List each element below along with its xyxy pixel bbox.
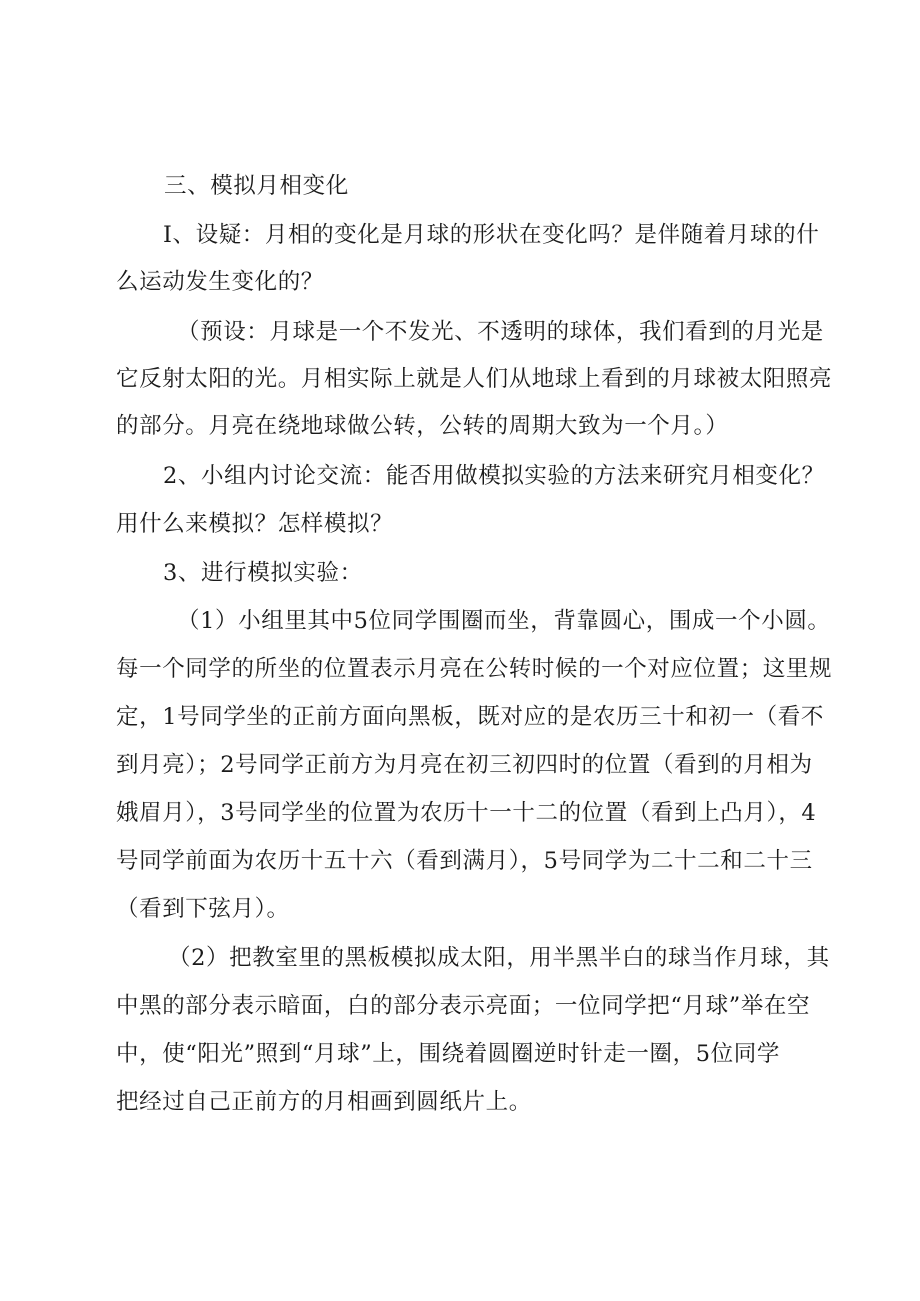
paragraph-line: 3、进行模拟实验：: [163, 560, 363, 586]
paragraph-line: （2）把教室里的黑板模拟成太阳，用半黑半白的球当作月球，其: [168, 945, 830, 971]
paragraph-line: 的部分。月亮在绕地球做公转，公转的周期大致为一个月。）: [116, 413, 729, 439]
paragraph-line: 么运动发生变化的？: [116, 269, 324, 295]
paragraph-line: （1）小组里其中5位同学围圈而坐，背靠圆心，围成一个小圆。: [177, 608, 831, 634]
paragraph-line: 它反射太阳的光。月相实际上就是人们从地球上看到的月球被太阳照亮: [116, 366, 833, 392]
paragraph-line: 每一个同学的所坐的位置表示月亮在公转时候的一个对应位置；这里规: [116, 656, 833, 682]
paragraph-line: 中，使“阳光”照到“月球”上，围绕着圆圈逆时针走一圈，5位同学: [116, 1041, 780, 1067]
paragraph-line: 中黑的部分表示暗面，白的部分表示亮面；一位同学把“月球”举在空: [116, 993, 811, 1019]
paragraph-line: 娥眉月），3号同学坐的位置为农历十一十二的位置（看到上凸月），4: [116, 800, 817, 826]
paragraph-line: 用什么来模拟？怎样模拟？: [116, 511, 394, 537]
paragraph-line: 2、小组内讨论交流：能否用做模拟实验的方法来研究月相变化？: [163, 463, 825, 489]
paragraph-line: 定，1号同学坐的正前方面向黑板，既对应的是农历三十和初一（看不: [116, 704, 824, 730]
paragraph-line: （预设：月球是一个不发光、不透明的球体，我们看到的月光是: [177, 319, 824, 345]
section-heading: 三、模拟月相变化: [164, 173, 349, 199]
paragraph-line: 到月亮）；2号同学正前方为月亮在初三初四时的位置（看到的月相为: [116, 752, 813, 778]
paragraph-line: 号同学前面为农历十五十六（看到满月），5号同学为二十二和二十三: [116, 848, 813, 874]
paragraph-line: （看到下弦月）。: [116, 896, 290, 922]
paragraph-line: I、设疑：月相的变化是月球的形状在变化吗？是伴随着月球的什: [163, 222, 820, 248]
paragraph-line: 把经过自己正前方的月相画到圆纸片上。: [116, 1089, 532, 1115]
